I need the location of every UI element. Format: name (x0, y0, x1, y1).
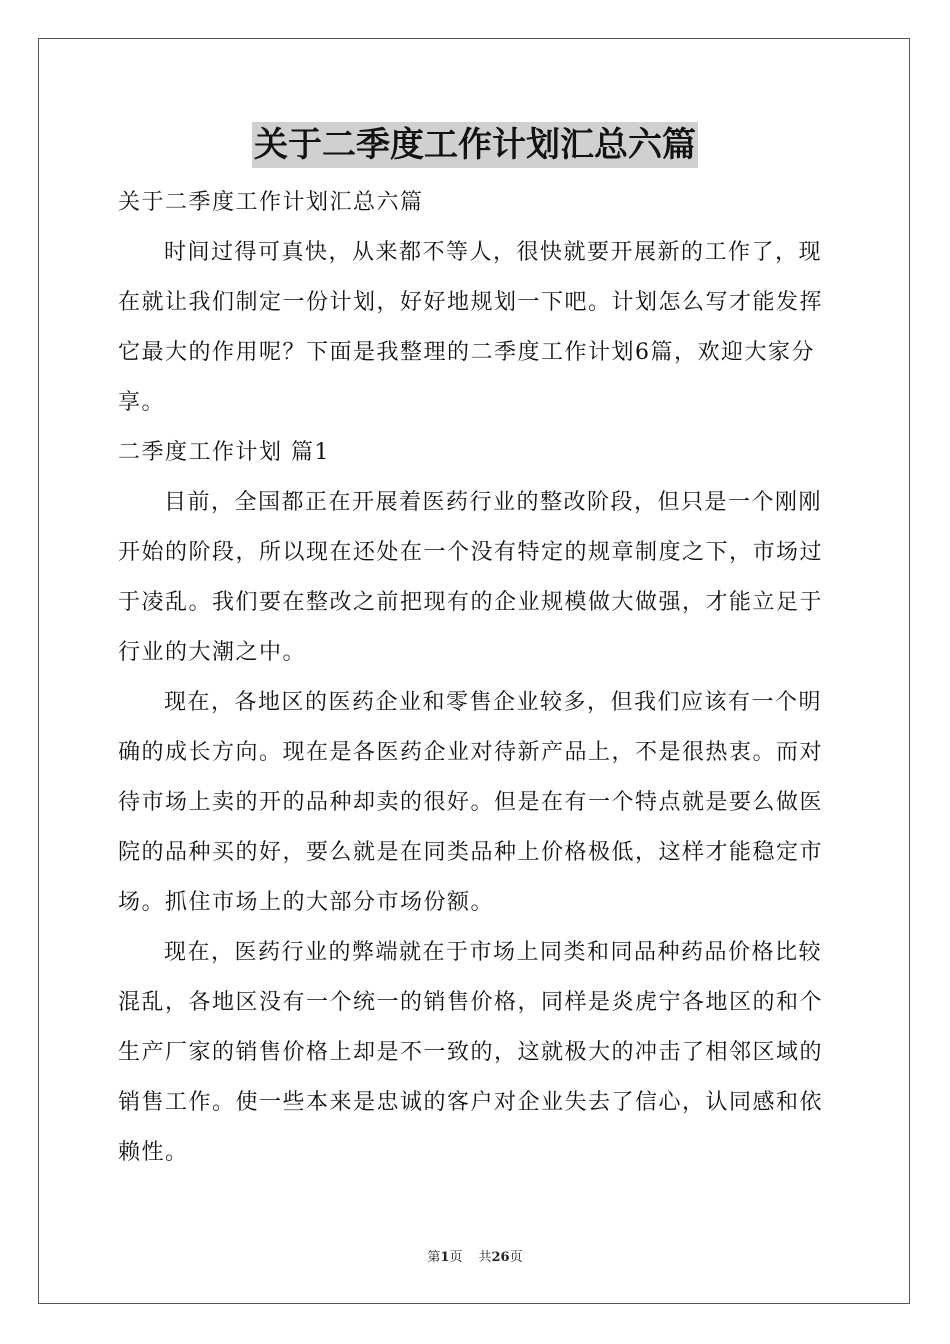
paragraph-line: 它最大的作用呢？下面是我整理的二季度工作计划6篇，欢迎大家分 (118, 340, 815, 365)
paragraph-line: 于凌乱。我们要在整改之前把现有的企业规模做大做强，才能立足于 (118, 590, 824, 615)
page-footer (0, 1246, 950, 1265)
document-subtitle: 关于二季度工作计划汇总六篇 (118, 190, 424, 215)
paragraph-line: 时间过得可真快，从来都不等人，很快就要开展新的工作了，现 (164, 240, 823, 265)
total-suffix: 页 (509, 1250, 523, 1265)
paragraph-line: 院的品种买的好，要么就是在同类品种上价格极低，这样才能稳定市 (118, 840, 824, 865)
paragraph-line: 场。抓住市场上的大部分市场份额。 (118, 890, 495, 915)
paragraph-line: 享。 (118, 390, 166, 415)
paragraph-line: 待市场上卖的开的品种却卖的很好。但是在有一个特点就是要么做医 (118, 790, 824, 815)
paragraph-line: 生产厂家的销售价格上却是不一致的，这就极大的冲击了相邻区域的 (118, 1040, 824, 1065)
paragraph-line: 混乱，各地区没有一个统一的销售价格，同样是炎虎宁各地区的和个 (118, 990, 824, 1015)
paragraph-3 (118, 928, 832, 1178)
document-body (118, 178, 832, 1178)
paragraph-line: 现在，各地区的医药企业和零售企业较多，但我们应该有一个明 (164, 690, 823, 715)
paragraph-line: 销售工作。使一些本来是忠诚的客户对企业失去了信心，认同感和依 (118, 1090, 824, 1115)
paragraph-line: 行业的大潮之中。 (118, 640, 307, 665)
paragraph-2 (118, 678, 832, 928)
paragraph-line: 在就让我们制定一份计划，好好地规划一下吧。计划怎么写才能发挥 (118, 290, 824, 315)
paragraph-1 (118, 478, 832, 678)
paragraph-line: 目前，全国都正在开展着医药行业的整改阶段，但只是一个刚刚 (164, 490, 823, 515)
page-suffix: 页 (449, 1250, 463, 1265)
total-pages: 26 (491, 1250, 510, 1265)
total-prefix: 共 (478, 1250, 492, 1265)
title-container (0, 122, 950, 168)
paragraph-line: 开始的阶段，所以现在还处在一个没有特定的规章制度之下，市场过 (118, 540, 824, 565)
document-title: 关于二季度工作计划汇总六篇 (252, 122, 698, 168)
paragraph-line: 确的成长方向。现在是各医药企业对待新产品上，不是很热衷。而对 (118, 740, 824, 765)
page-number: 1 (440, 1250, 450, 1265)
paragraph-line: 赖性。 (118, 1140, 189, 1165)
paragraph-line: 现在，医药行业的弊端就在于市场上同类和同品种药品价格比较 (164, 940, 823, 965)
section-heading: 二季度工作计划 篇1 (118, 440, 330, 465)
page-prefix: 第 (427, 1250, 441, 1265)
intro-paragraph (118, 228, 832, 428)
